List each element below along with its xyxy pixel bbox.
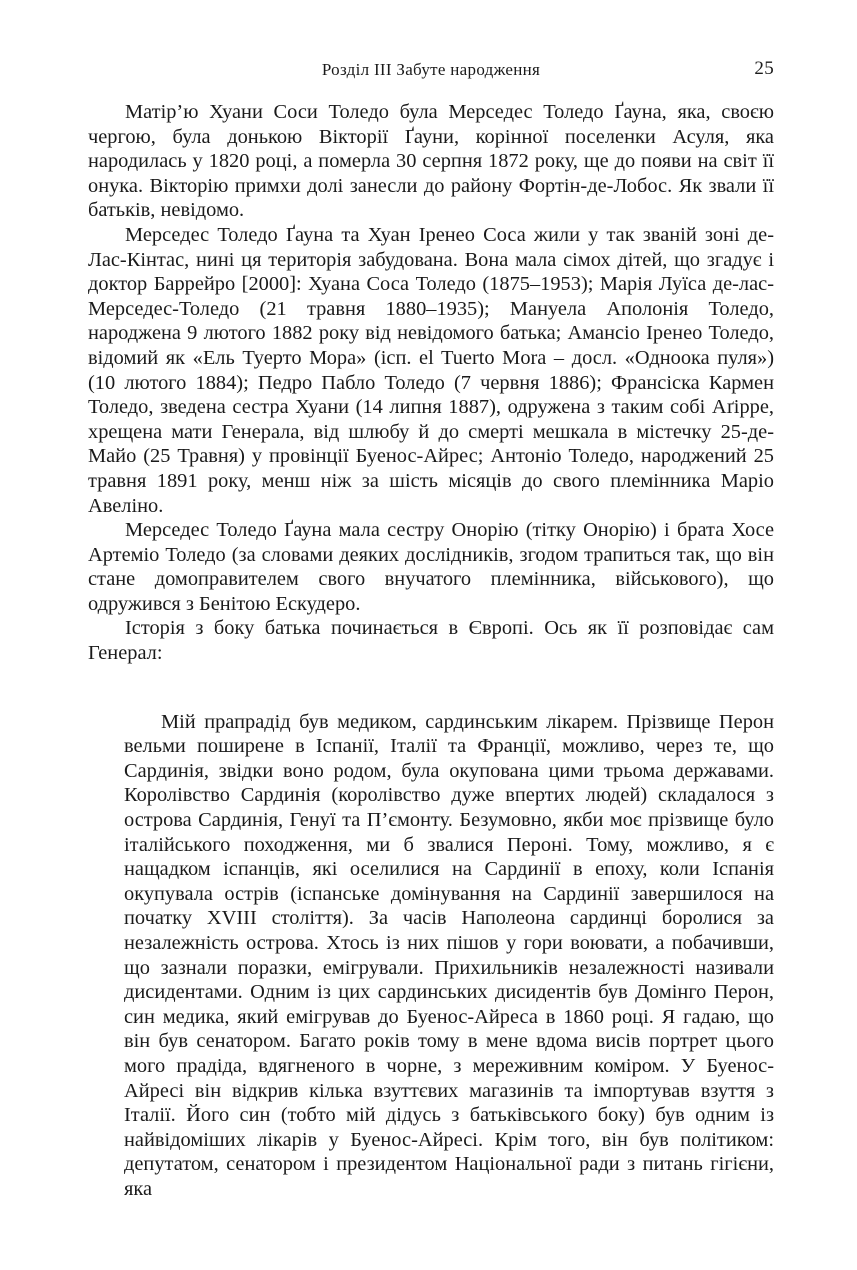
running-header: [88, 56, 774, 86]
paragraph: Матір’ю Хуани Соси Толедо була Мерседес Толедо Ґауна, яка, своєю чергою, була донькою Вікторії Ґауни, корінної поселенки Асуля, яка народилась у 1820 році, а померла 30 серпня 1872 року, ще до появи на світ її онука. Вікторію примхи долі занесли до району Фортін-де-Лобос. Як звали її батьків, невідомо.: [88, 101, 774, 222]
quote-paragraph: Мій прапрадід був медиком, сардинським лікарем. Прізвище Перон вельми поширене в Іспанії, Італії та Франції, можливо, через те, що Сардинія, звідки воно родом, була окупована цими трьома державами. Королівство Сардинія (королівство дуже впертих людей) складалося з острова Сардинія, Генуї та П’ємонту. Безумовно, якби моє прізвище було італійського походження, ми б звалися Пероні. Тому, можливо, я є нащадком іспанців, які оселилися на Сардинії в епоху, коли Іспанія окупувала острів (іспанське домінування на Сардинії завершилося на початку XVIII століття). За часів Наполеона сардинці боролися за незалежність острова. Хтось із них пішов у гори воювати, а побачивши, що зазнали поразки, емігрували. Прихильників незалежності називали дисидентами. Одним із цих сардинських дисидентів був Домінго Перон, син медика, який емігрував до Буенос-Айреса в 1860 році. Я гадаю, що він був сенатором. Багато років тому в мене вдома висів портрет цього мого прадіда, вдягненого в чорне, з мереживним коміром. У Буенос-Айресі він відкрив кілька взуттєвих магазинів та імпортував взуття з Італії. Його син (тобто мій дідусь з батьківського боку) був одним із найвідоміших лікарів у Буенос-Айресі. Крім того, він був політиком: депутатом, сенатором і президентом Національної ради з питань гігієни, яка: [124, 710, 774, 1200]
page-number: 25: [754, 58, 774, 79]
block-quote: [124, 710, 774, 1202]
paragraph: Мерседес Толедо Ґауна мала сестру Онорію (тітку Онорію) і брата Хосе Артеміо Толедо (за словами деяких дослідників, згодом трапиться так, що він стане домоправителем свого внучатого племінника, військового), що одружився з Бенітою Ескудеро.: [88, 519, 774, 615]
body-text: [88, 100, 774, 666]
book-page: [88, 56, 774, 1202]
paragraph: Історія з боку батька починається в Європі. Ось як її розповідає сам Генерал:: [88, 617, 774, 665]
paragraph: Мерседес Толедо Ґауна та Хуан Іренео Соса жили у так званій зоні де-Лас-Кінтас, нині ця територія забудована. Вона мала сімох дітей, що згадує і доктор Баррейро [2000]: Хуана Соса Толедо (1875–1953); Марія Луїса де-лас-Мерседес-Толедо (21 травня 1880–1935); Мануела Аполонія Толедо, народжена 9 лютого 1882 року від невідомого батька; Амансіо Іренео Толедо, відомий як «Ель Туерто Мора» (ісп. el Tuerto Mora – досл. «Одноока пуля») (10 лютого 1884); Педро Пабло Толедо (7 червня 1886); Франсіска Кармен Толедо, зведена сестра Хуани (14 липня 1887), одружена з таким собі Аґірре, хрещена мати Генерала, від шлюбу й до смерті мешкала в містечку 25-де-Майо (25 Травня) у провінції Буенос-Айрес; Антоніо Толедо, народжений 25 травня 1891 року, менш ніж за шість місяців до свого племінника Маріо Авеліно.: [88, 223, 774, 517]
running-title: Розділ III Забуте народження: [321, 60, 541, 79]
